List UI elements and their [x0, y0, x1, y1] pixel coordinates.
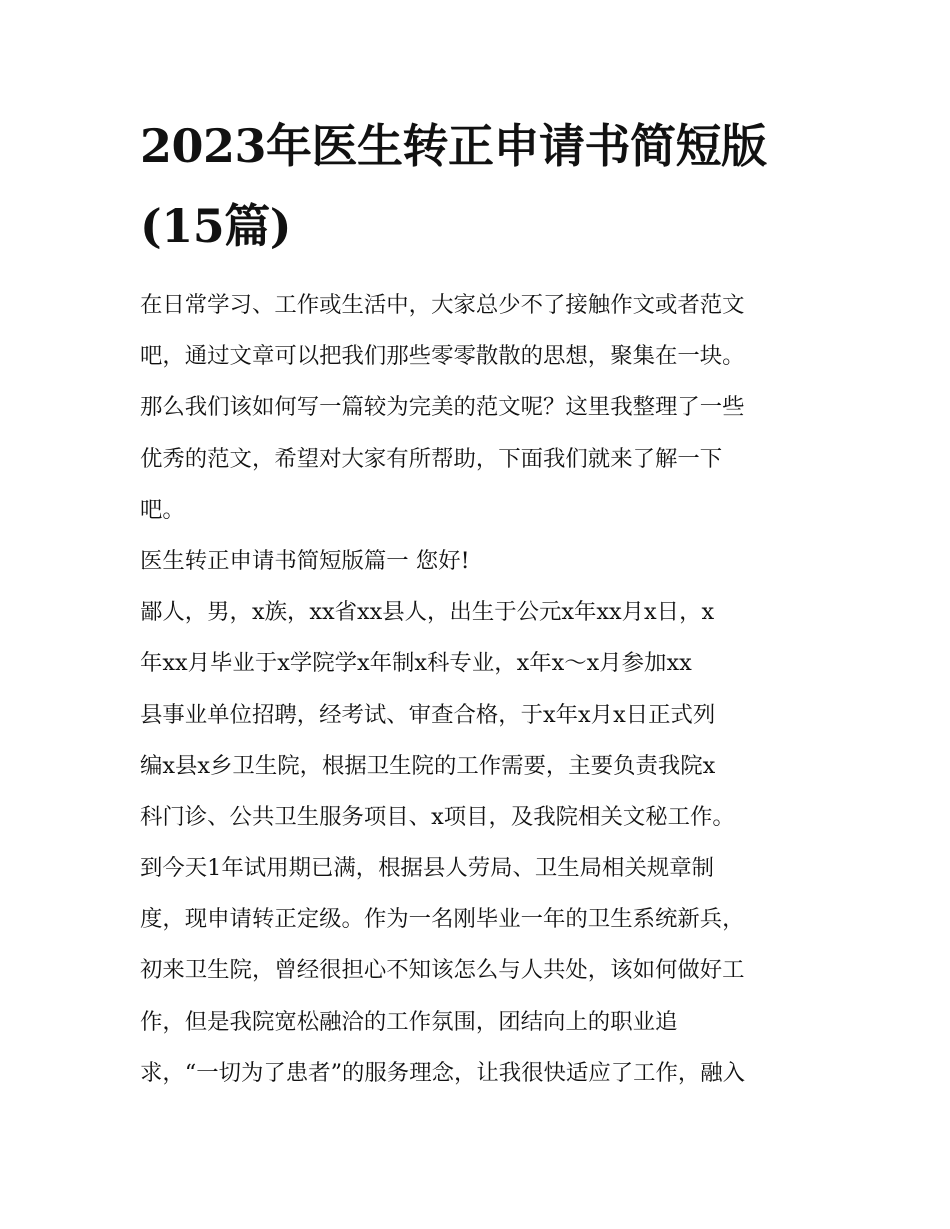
document-body [140, 280, 812, 1099]
body-line: 年xx月毕业于x学院学x年制x科专业，x年x～x月参加xx [140, 650, 692, 677]
body-line: 县事业单位招聘，经考试、审查合格，于x年x月x日正式列 [140, 701, 716, 728]
body-line: 度，现申请转正定级。作为一名刚毕业一年的卫生系统新兵， [140, 906, 745, 933]
document-title [140, 116, 812, 256]
body-line: 编x县x乡卫生院，根据卫生院的工作需要，主要负责我院x [140, 752, 716, 779]
body-line: 科门诊、公共卫生服务项目、x项目，及我院相关文秘工作。 [140, 803, 735, 830]
section-heading: 医生转正申请书简短版篇一 您好! [140, 547, 470, 574]
intro-line: 优秀的范文，希望对大家有所帮助，下面我们就来了解一下 [140, 445, 723, 472]
intro-line: 吧，通过文章可以把我们那些零零散散的思想，聚集在一块。 [140, 343, 745, 370]
intro-line: 吧。 [140, 496, 185, 523]
body-line: 初来卫生院，曾经很担心不知该怎么与人共处，该如何做好工 [140, 957, 745, 984]
intro-line: 在日常学习、工作或生活中，大家总少不了接触作文或者范文 [140, 292, 745, 318]
body-line: 求，“一切为了患者”的服务理念，让我很快适应了工作，融入 [140, 1059, 746, 1086]
intro-line: 那么我们该如何写一篇较为完美的范文呢？这里我整理了一些 [140, 394, 745, 421]
document-content [140, 116, 812, 1099]
title-line: (15篇) [140, 199, 292, 253]
title-line: 2023年医生转正申请书简短版 [140, 119, 767, 173]
body-line: 作，但是我院宽松融洽的工作氛围，团结向上的职业追 [140, 1008, 678, 1035]
body-line: 到今天1年试用期已满，根据县人劳局、卫生局相关规章制 [140, 855, 715, 882]
body-line: 鄙人，男，x族，xx省xx县人，出生于公元x年xx月x日，x [140, 599, 715, 626]
